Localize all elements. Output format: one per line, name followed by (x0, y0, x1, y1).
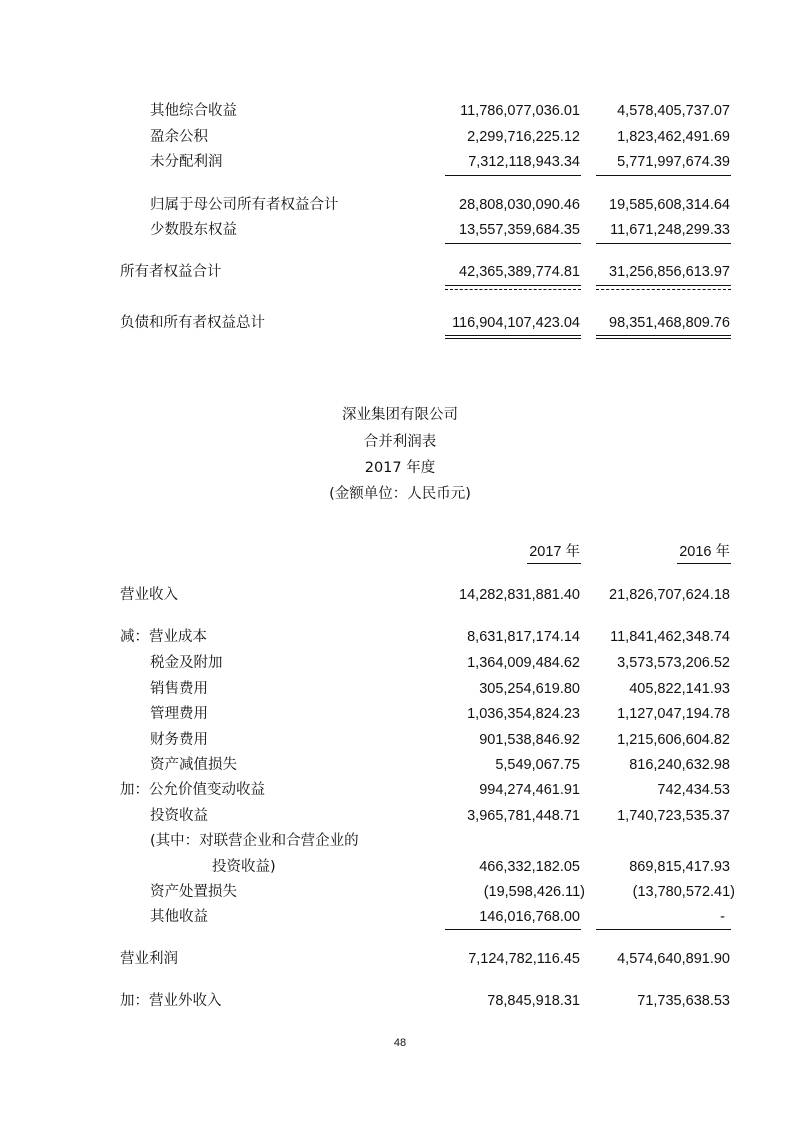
table-row (0, 806, 800, 828)
grand-total-double-rule (596, 335, 731, 339)
value-2017: 5,549,067.75 (495, 757, 580, 773)
row-label: 负债和所有者权益总计 (120, 315, 265, 331)
value-2016: (13,780,572.41) (632, 884, 735, 900)
value-2017: 305,254,619.80 (479, 681, 580, 697)
row-label: 未分配利润 (150, 154, 223, 170)
table-row (0, 831, 800, 853)
row-label: 加：营业外收入 (120, 993, 222, 1009)
table-row (0, 730, 800, 752)
row-label: 资产处置损失 (150, 884, 237, 900)
table-row (0, 627, 800, 649)
value-2016: 742,434.53 (657, 782, 730, 798)
row-label: 营业利润 (120, 951, 178, 967)
currency-unit: (金额单位：人民币元) (329, 486, 471, 502)
value-2016: 5,771,997,674.39 (617, 154, 730, 170)
row-label: 资产减值损失 (150, 757, 237, 773)
value-2016: 1,740,723,535.37 (617, 808, 730, 824)
table-row (0, 152, 800, 174)
value-2017: 2,299,716,225.12 (467, 129, 580, 145)
row-label: 营业收入 (120, 587, 178, 603)
value-2017: 11,786,077,036.01 (460, 103, 580, 119)
column-header-2016: 2016 年 (679, 544, 730, 560)
value-2017: 7,124,782,116.45 (468, 951, 580, 967)
value-2016: 71,735,638.53 (637, 993, 730, 1009)
value-2016: 3,573,573,206.52 (617, 655, 730, 671)
dashed-rule (445, 289, 581, 290)
value-2016: 21,826,707,624.18 (609, 587, 730, 603)
value-2016: 869,815,417.93 (629, 859, 730, 875)
total-rule (596, 285, 731, 286)
value-2016: 1,823,462,491.69 (617, 129, 730, 145)
subtotal-rule (596, 929, 731, 930)
column-header-2017: 2017 年 (529, 544, 580, 560)
row-label: 销售费用 (150, 681, 208, 697)
table-row (0, 101, 800, 123)
dashed-rule (596, 289, 731, 290)
total-rule (445, 285, 581, 286)
row-label: 财务费用 (150, 732, 208, 748)
value-2017: 466,332,182.05 (479, 859, 580, 875)
value-2016: 31,256,856,613.97 (609, 264, 730, 280)
row-label: 其他收益 (150, 909, 208, 925)
row-label: 管理费用 (150, 706, 208, 722)
row-label: 加：公允价值变动收益 (120, 782, 265, 798)
value-2017: 78,845,918.31 (487, 993, 580, 1009)
value-2016: 4,574,640,891.90 (617, 951, 730, 967)
table-row (0, 991, 800, 1013)
table-row (0, 585, 800, 607)
value-2016: 1,215,606,604.82 (617, 732, 730, 748)
value-2017: (19,598,426.11) (483, 884, 585, 900)
page-number: 48 (393, 1037, 407, 1049)
value-2017: 7,312,118,943.34 (468, 154, 580, 170)
row-label: 盈余公积 (150, 129, 208, 145)
value-2017: 3,965,781,448.71 (467, 808, 580, 824)
value-2017: 28,808,030,090.46 (459, 197, 580, 213)
table-row (0, 653, 800, 675)
table-row (0, 262, 800, 284)
statement-title: 合并利润表 (363, 434, 437, 450)
value-2017: 42,365,389,774.81 (459, 264, 580, 280)
row-label: 投资收益 (150, 808, 208, 824)
value-2016: 4,578,405,737.07 (617, 103, 730, 119)
value-2017: 1,036,354,824.23 (467, 706, 580, 722)
value-2016: 816,240,632.98 (629, 757, 730, 773)
grand-total-double-rule (445, 335, 581, 339)
table-row (0, 127, 800, 149)
value-2016: 19,585,608,314.64 (609, 197, 730, 213)
table-row (0, 949, 800, 971)
company-name: 深业集团有限公司 (342, 407, 458, 423)
value-2016: - (720, 909, 725, 925)
table-row (0, 679, 800, 701)
value-2016: 98,351,468,809.76 (609, 315, 730, 331)
table-row (0, 907, 800, 929)
value-2017: 116,904,107,423.04 (452, 315, 580, 331)
value-2017: 994,274,461.91 (479, 782, 580, 798)
table-row (0, 704, 800, 726)
table-row (0, 220, 800, 242)
value-2017: 901,538,846.92 (479, 732, 580, 748)
value-2017: 8,631,817,174.14 (467, 629, 580, 645)
table-row (0, 755, 800, 777)
subtotal-rule (445, 243, 581, 244)
row-label: 少数股东权益 (150, 222, 237, 238)
table-row (0, 882, 800, 904)
table-row (0, 780, 800, 802)
subtotal-rule (445, 175, 581, 176)
header-underline (677, 563, 731, 564)
value-2017: 146,016,768.00 (479, 909, 580, 925)
value-2017: 13,557,359,684.35 (459, 222, 580, 238)
value-2016: 11,841,462,348.74 (610, 629, 730, 645)
value-2016: 11,671,248,299.33 (610, 222, 730, 238)
row-label: 税金及附加 (150, 655, 223, 671)
table-row (0, 313, 800, 335)
subtotal-rule (445, 929, 581, 930)
value-2016: 1,127,047,194.78 (617, 706, 730, 722)
header-underline (527, 563, 581, 564)
row-label: 所有者权益合计 (120, 264, 222, 280)
row-label: 投资收益) (212, 859, 276, 875)
row-label: (其中：对联营企业和合营企业的 (150, 833, 359, 849)
table-row (0, 195, 800, 217)
table-row (0, 857, 800, 879)
value-2017: 14,282,831,881.40 (459, 587, 580, 603)
value-2017: 1,364,009,484.62 (467, 655, 580, 671)
subtotal-rule (596, 175, 731, 176)
row-label: 减：营业成本 (120, 629, 207, 645)
row-label: 归属于母公司所有者权益合计 (150, 197, 339, 213)
statement-period: 2017 年度 (364, 460, 436, 476)
row-label: 其他综合收益 (150, 103, 237, 119)
subtotal-rule (596, 243, 731, 244)
value-2016: 405,822,141.93 (629, 681, 730, 697)
